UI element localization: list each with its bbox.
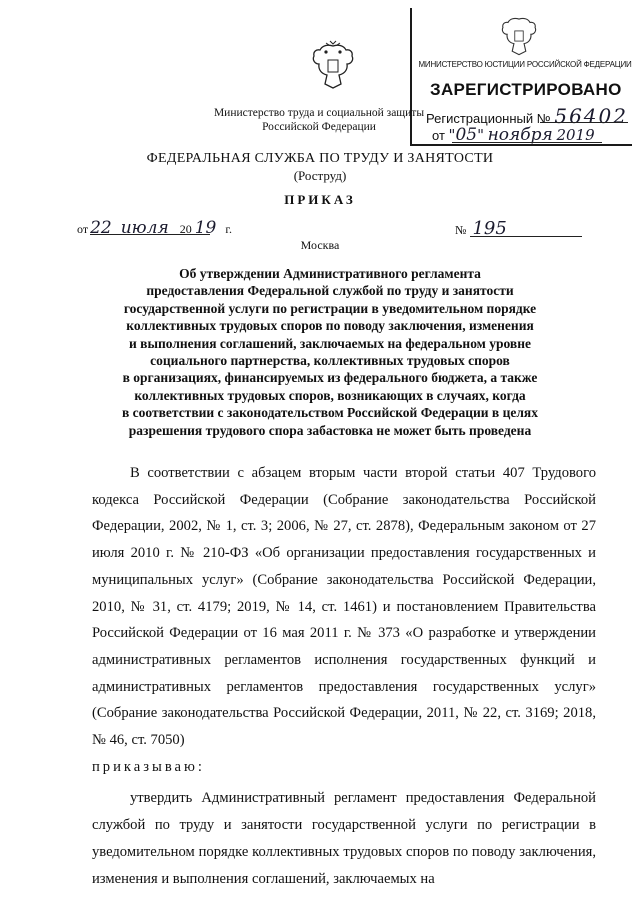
stamp-reg-label: Регистрационный № bbox=[426, 111, 551, 126]
order-date-month: июля bbox=[120, 218, 169, 238]
stamp-date-month: ноября bbox=[487, 125, 553, 145]
order-date-prefix: от bbox=[77, 222, 89, 236]
stamp-date-day: 05 bbox=[455, 125, 478, 145]
order-word: приказываю: bbox=[92, 758, 205, 775]
service-name: ФЕДЕРАЛЬНАЯ СЛУЖБА ПО ТРУДУ И ЗАНЯТОСТИ bbox=[146, 151, 494, 166]
stamp-date-prefix: от bbox=[432, 128, 445, 143]
stamp-reg-number-value: 56402 bbox=[554, 104, 628, 128]
body-paragraph-2: утвердить Административный регламент предоставления Федеральной службой по труду и занятости государственной услуги по регистрации в уведомительном порядке коллективных трудовых споров по поводу заключения, изменения и выполнения соглашений, заключаемых на bbox=[92, 790, 596, 887]
title-line: коллективных трудовых споров, возникающих в случаях, когда bbox=[134, 387, 526, 403]
title-line: разрешения трудового спора забастовка не может быть проведена bbox=[128, 422, 532, 438]
order-date bbox=[77, 218, 232, 238]
order-date-underline bbox=[90, 234, 210, 235]
order-number-value: 195 bbox=[472, 218, 507, 239]
title-line: и выполнения соглашений, заключаемых на федеральном уровне bbox=[129, 335, 531, 351]
order-number-label: № bbox=[455, 223, 467, 237]
title-line: в организациях, финансируемых из федерального бюджета, а также bbox=[122, 370, 538, 386]
city: Москва bbox=[300, 238, 340, 252]
order-date-year-suffix: 19 bbox=[194, 218, 217, 238]
order-date-suffix: г. bbox=[225, 222, 232, 236]
body-paragraph-1: В соответствии с абзацем вторым части второй статьи 407 Трудового кодекса Российской Федерации (Собрание законодательства Российской Федерации, 2002, № 1, ст. 3; 2006, № 27, ст. 2878), Федеральным законом от 27 июля 2010 г. № 210-ФЗ «Об организации предоставления государственных и муниципальных услуг» (Собрание законодательства Российской Федерации, 2010, № 31, ст. 4179; 2019, № 14, ст. 1461) и постановлением Правительства Российской Федерации от 16 мая 2011 г. № 373 «О разработке и утверждении административных регламентов исполнения государственных функций и административных регламентов предоставления государственных услуг» (Собрание законодательства Российской Федерации, 2011, № 22, ст. 3169; 2018, № 46, ст. 7050) bbox=[92, 465, 596, 749]
stamp-registered-label: ЗАРЕГИСТРИРОВАНО bbox=[430, 80, 622, 99]
title-line: государственной услуги по регистрации в уведомительном порядке bbox=[123, 300, 537, 316]
stamp-coat-of-arms-emblem bbox=[498, 14, 540, 58]
coat-of-arms-emblem bbox=[310, 40, 356, 92]
order-date-day: 22 bbox=[90, 218, 112, 238]
ministry-name bbox=[212, 106, 462, 134]
title-line: в соответствии с законодательством Российской Федерации в целях bbox=[122, 405, 538, 421]
order-number-underline bbox=[470, 236, 582, 237]
document-type: ПРИКАЗ bbox=[284, 192, 356, 207]
stamp-reg-number-underline bbox=[540, 122, 628, 123]
stamp-ministry-name: МИНИСТЕРСТВО ЮСТИЦИИ РОССИЙСКОЙ ФЕДЕРАЦИИ bbox=[418, 60, 632, 69]
document-body bbox=[92, 460, 596, 892]
ministry-line-1: Министерство труда и социальной защиты bbox=[213, 107, 425, 119]
ministry-line-2: Российской Федерации bbox=[262, 121, 376, 133]
order-date-year-prefix: 20 bbox=[179, 222, 192, 236]
document-title bbox=[80, 265, 580, 439]
title-line: социального партнерства, коллективных трудовых споров bbox=[150, 353, 510, 369]
stamp-date: от "05" ноября 2019 bbox=[432, 125, 595, 145]
title-line: предоставления Федеральной службой по труду и занятости bbox=[146, 283, 514, 299]
title-line: коллективных трудовых споров по поводу заключения, изменения bbox=[126, 318, 534, 334]
stamp-date-year: 2019 bbox=[556, 126, 595, 144]
title-line: Об утверждении Административного регламента bbox=[179, 266, 481, 281]
service-short-name: (Роструд) bbox=[293, 168, 347, 183]
stamp-date-underline bbox=[452, 142, 602, 143]
